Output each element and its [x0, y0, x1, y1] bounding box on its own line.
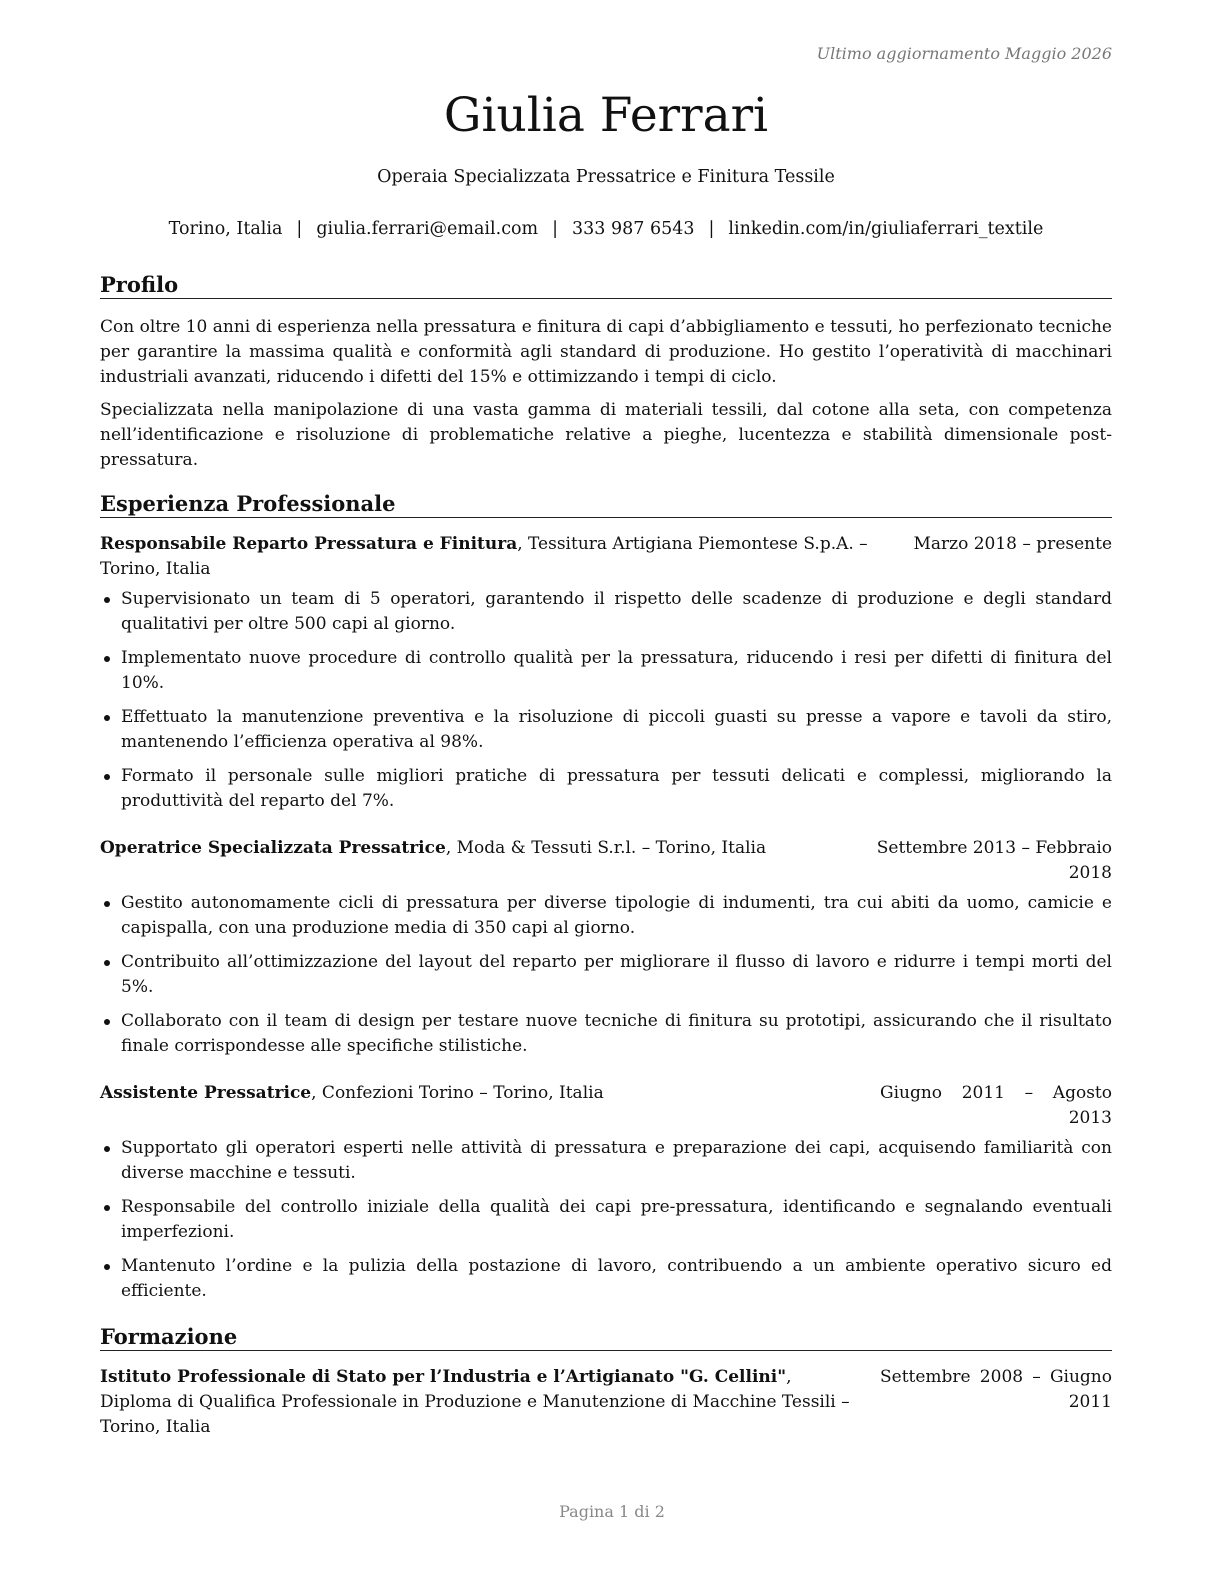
job-bullets [100, 587, 1112, 814]
list-item: Formato il personale sulle migliori pratiche di pressatura per tessuti delicati e complessi, migliorando la produttività del reparto del 7%. [100, 764, 1112, 814]
job-header [100, 1081, 1112, 1131]
job-role: Responsabile Reparto Pressatura e Finitura [100, 534, 518, 554]
list-item: Mantenuto l’ordine e la pulizia della postazione di lavoro, contribuendo a un ambiente operativo sicuro ed efficiente. [100, 1254, 1112, 1304]
contact-location: Torino, Italia [168, 219, 283, 239]
list-item: Implementato nuove procedure di controllo qualità per la pressatura, riducendo i resi per difetti di finitura del 10%. [100, 646, 1112, 696]
headline: Operaia Specializzata Pressatrice e Finitura Tessile [377, 167, 835, 187]
list-item: Collaborato con il team di design per testare nuove tecniche di finitura su prototipi, assicurando che il risultato finale corrispondesse alle specifiche stilistiche. [100, 1009, 1112, 1059]
contact-separator: | [708, 219, 715, 239]
contact-separator: | [296, 219, 303, 239]
job-header [100, 836, 1112, 886]
section-title-education: Formazione [100, 1324, 1112, 1351]
contact-separator: | [552, 219, 559, 239]
list-item: Supervisionato un team di 5 operatori, garantendo il rispetto delle scadenze di produzione e degli standard qualitativi per oltre 500 capi al giorno. [100, 587, 1112, 637]
job-bullets [100, 1136, 1112, 1304]
profile-paragraph: Con oltre 10 anni di esperienza nella pressatura e finitura di capi d’abbigliamento e tessuti, ho perfezionato tecniche per garantire la massima qualità e conformità agli standard di produzione. Ho gestito l’operatività di macchinari industriali avanzati, riducendo i difetti del 15% e ottimizzando i tempi di ciclo. [100, 317, 1112, 387]
list-item: Responsabile del controllo iniziale della qualità dei capi pre-pressatura, identificando e segnalando eventuali imperfezioni. [100, 1195, 1112, 1245]
list-item: Contribuito all’ottimizzazione del layout del reparto per migliorare il flusso di lavoro e ridurre i tempi morti del 5%. [100, 950, 1112, 1000]
candidate-name: Giulia Ferrari [443, 88, 769, 143]
job-header [100, 532, 1112, 582]
job-dates: Marzo 2018 – presente [903, 532, 1112, 557]
job-role: Operatrice Specializzata Pressatrice [100, 838, 446, 858]
section-title-profile: Profilo [100, 272, 1112, 299]
job-role: Assistente Pressatrice [100, 1083, 312, 1103]
contact-email[interactable]: giulia.ferrari@email.com [316, 219, 539, 239]
profile-paragraph: Specializzata nella manipolazione di una vasta gamma di materiali tessili, dal cotone alla seta, con competenza nell’identificazione e risoluzione di problematiche relative a pieghe, lucentezza e stabilità dimensionale post-pressatura. [100, 400, 1112, 470]
job-entry [100, 836, 1112, 1059]
job-company: , Confezioni Torino – Torino, Italia [311, 1083, 604, 1103]
education-institution: Istituto Professionale di Stato per l’Industria e l’Artigianato "G. Cellini" [100, 1367, 787, 1387]
list-item: Effettuato la manutenzione preventiva e la risoluzione di piccoli guasti su presse a vapore e tavoli da stiro, mantenendo l’efficienza operativa al 98%. [100, 705, 1112, 755]
contact-line [100, 219, 1112, 239]
resume-body [100, 272, 1112, 1440]
job-company: , Moda & Tessuti S.r.l. – Torino, Italia [445, 838, 767, 858]
education-entry [100, 1365, 1112, 1440]
list-item: Supportato gli operatori esperti nelle attività di pressatura e preparazione dei capi, acquisendo familiarità con diverse macchine e tessuti. [100, 1136, 1112, 1186]
contact-linkedin[interactable]: linkedin.com/in/giuliaferrari_textile [728, 219, 1044, 239]
job-entry [100, 1081, 1112, 1304]
job-bullets [100, 891, 1112, 1059]
education-dates: Settembre 2008 – Giugno 2011 [870, 1365, 1112, 1415]
education-details: , Diploma di Qualifica Professionale in Produzione e Manutenzione di Macchine Tessili – Torino, Italia [100, 1367, 850, 1437]
profile-section [100, 315, 1112, 473]
job-entry [100, 532, 1112, 814]
page-number: Pagina 1 di 2 [559, 1502, 665, 1521]
job-dates: Settembre 2013 – Febbraio 2018 [862, 836, 1112, 886]
contact-phone[interactable]: 333 987 6543 [572, 219, 695, 239]
job-company: , Tessitura Artigiana Piemontese S.p.A. – Torino, Italia [100, 534, 868, 579]
list-item: Gestito autonomamente cicli di pressatura per diverse tipologie di indumenti, tra cui abiti da uomo, camicie e capispalla, con una produzione media di 350 capi al giorno. [100, 891, 1112, 941]
section-title-experience: Esperienza Professionale [100, 491, 1112, 518]
job-dates: Giugno 2011 – Agosto 2013 [870, 1081, 1112, 1131]
last-updated: Ultimo aggiornamento Maggio 2026 [816, 44, 1112, 63]
